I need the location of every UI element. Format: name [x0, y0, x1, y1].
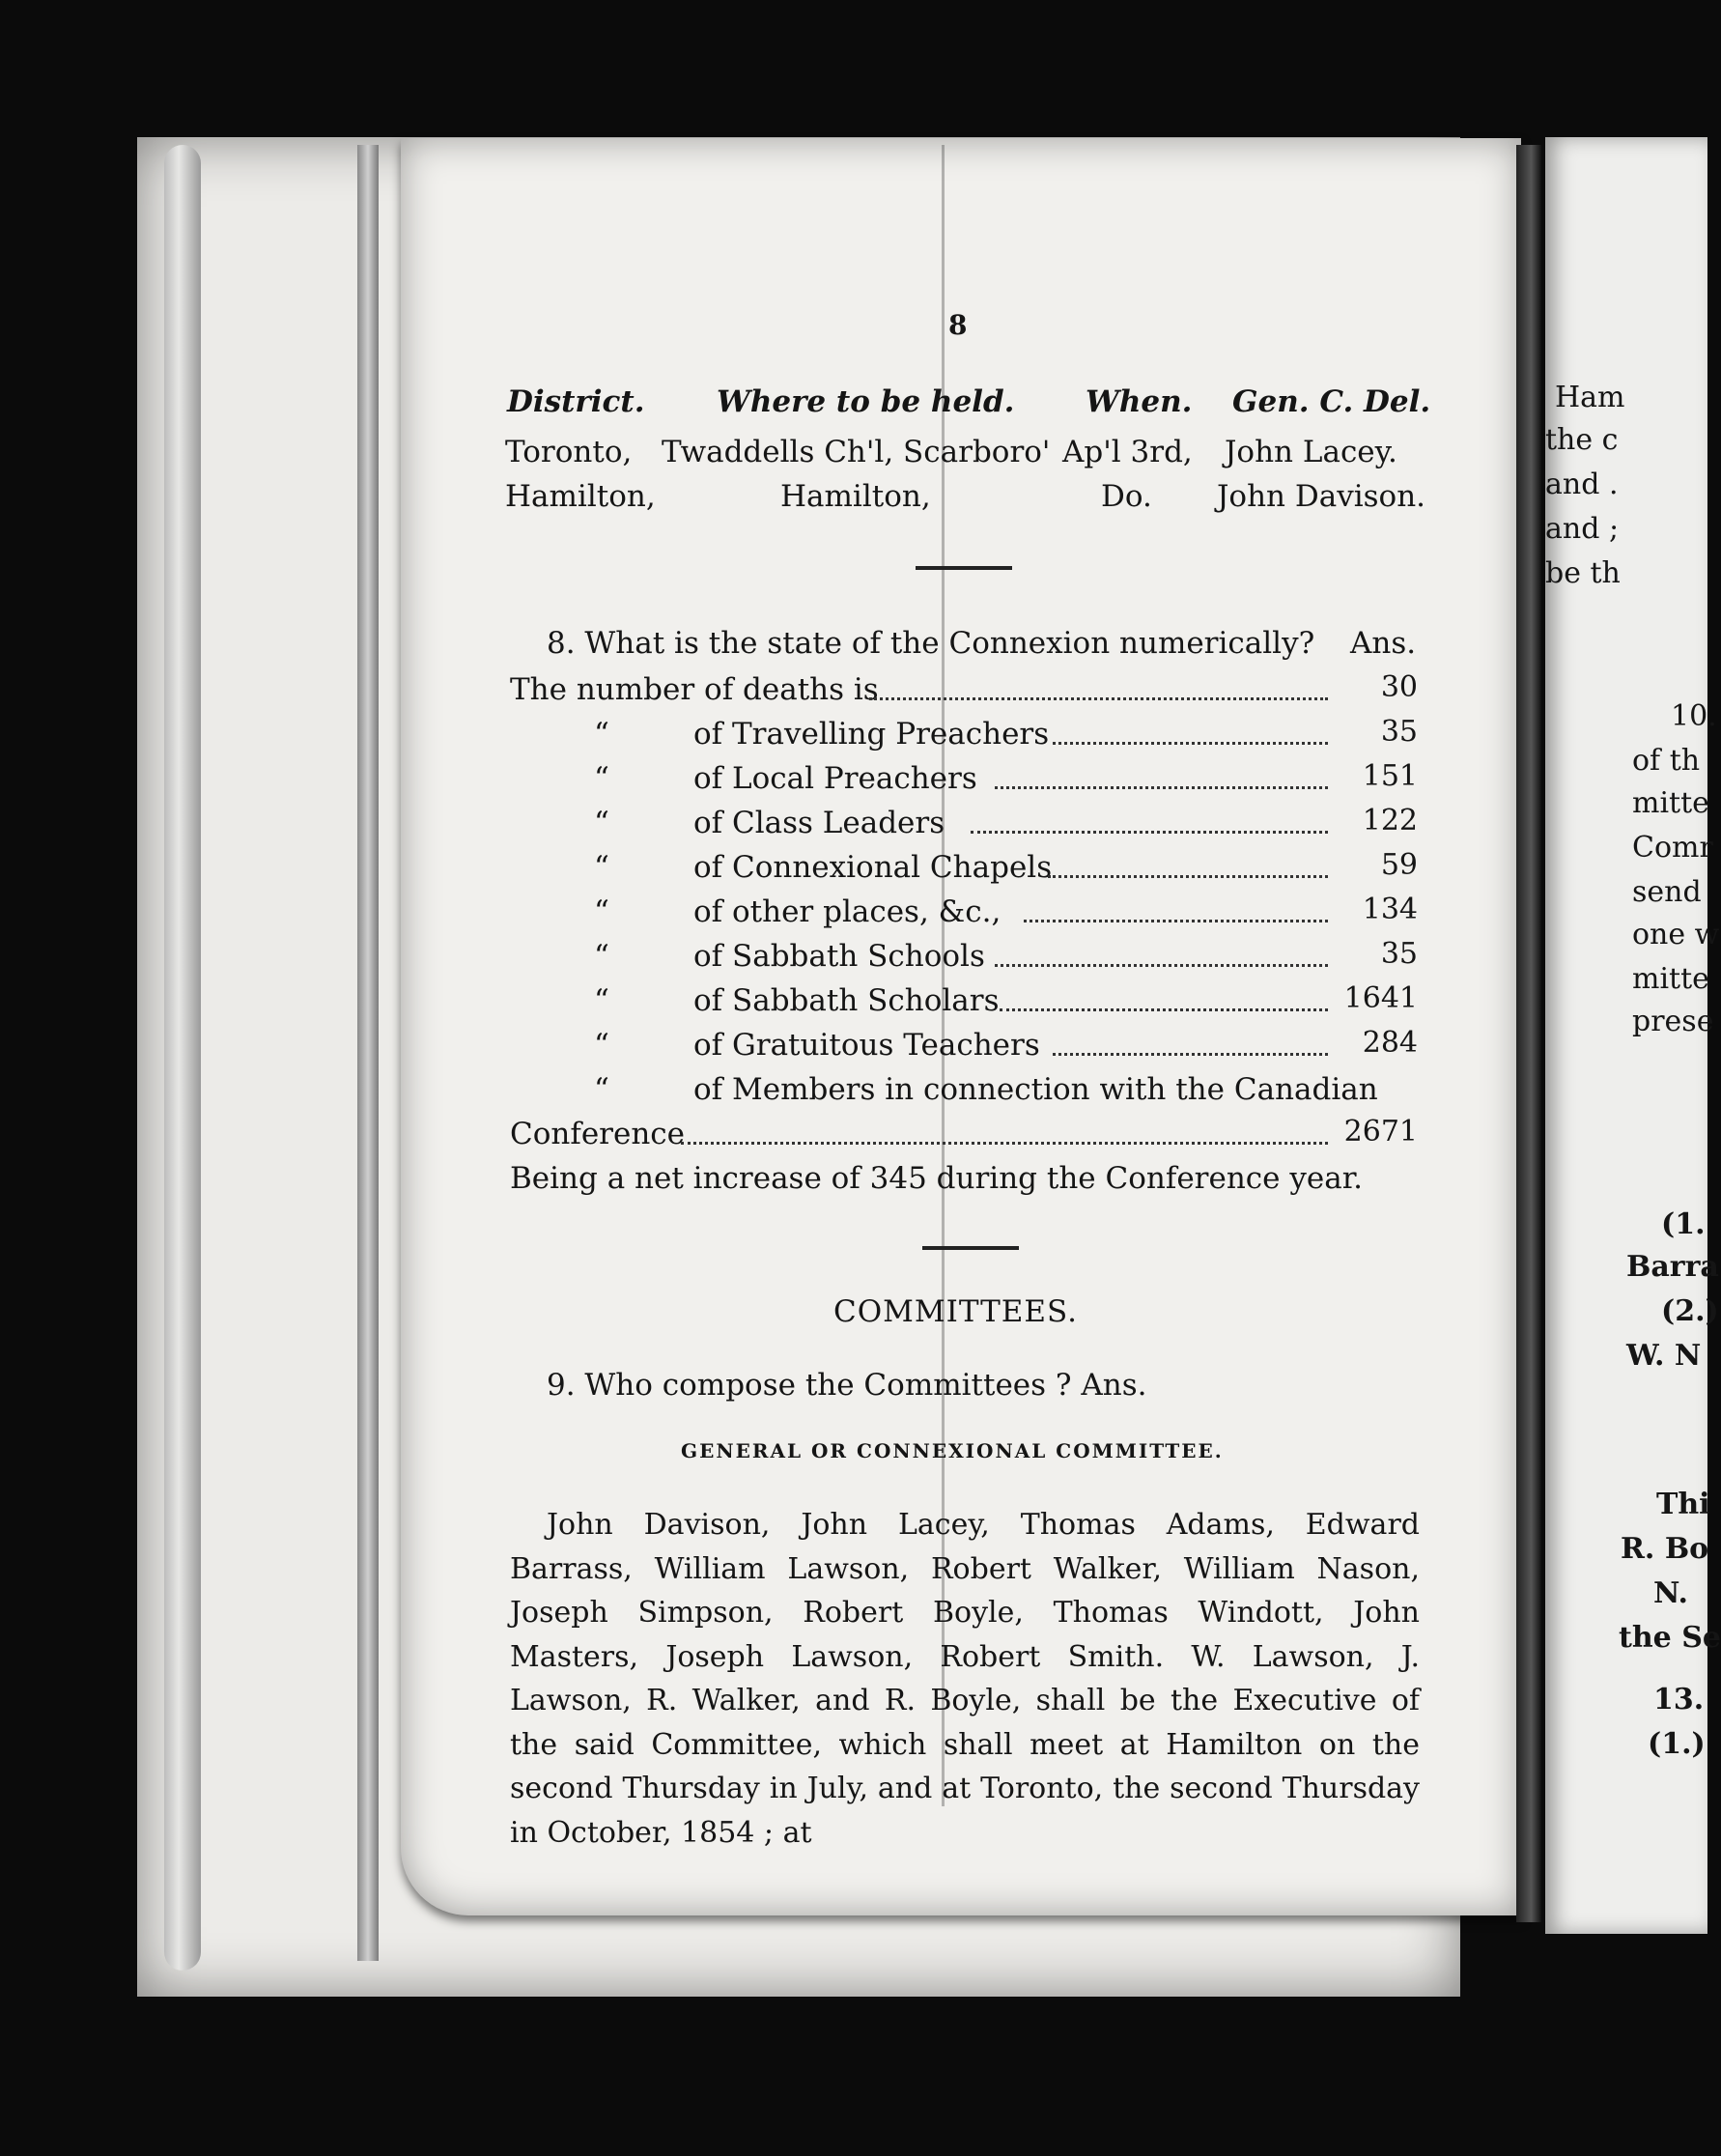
- answer-label: Ans.: [1350, 626, 1417, 661]
- stat-label: of Sabbath Schools: [693, 939, 985, 974]
- stat-value: 122: [1362, 804, 1418, 837]
- stat-label: of Sabbath Scholars: [693, 983, 1000, 1018]
- neighbor-line: R. Bo: [1621, 1532, 1709, 1566]
- stat-label: The number of deaths is: [510, 672, 879, 707]
- dot-leader: [971, 831, 1328, 834]
- committees-heading: COMMITTEES.: [833, 1294, 1079, 1329]
- dot-leader: [1053, 1053, 1328, 1056]
- row-delegate: John Davison.: [1217, 479, 1426, 514]
- row-district: Hamilton,: [505, 479, 656, 514]
- dot-leader: [1048, 875, 1328, 878]
- neighbor-page: [1545, 137, 1721, 1934]
- dot-leader: [1024, 920, 1328, 922]
- section-rule: [922, 1246, 1019, 1250]
- neighbor-line: one w: [1632, 918, 1720, 951]
- stat-value: 59: [1380, 848, 1418, 882]
- neighbor-line: 13.: [1653, 1683, 1705, 1716]
- neighbor-line: (1.): [1648, 1727, 1706, 1761]
- header-delegate: Gen. C. Del.: [1232, 384, 1431, 419]
- committee-subheading: GENERAL OR CONNEXIONAL COMMITTEE.: [681, 1439, 1224, 1462]
- page-edge-left: [164, 145, 201, 1971]
- neighbor-line: (2.): [1661, 1294, 1719, 1328]
- book-spine: [1516, 145, 1541, 1922]
- neighbor-line: 10.: [1671, 699, 1717, 733]
- page-number: 8: [948, 309, 968, 341]
- question-9: 9. Who compose the Committees ? Ans.: [547, 1368, 1147, 1403]
- neighbor-line: the Se: [1619, 1621, 1721, 1655]
- dot-leader: [869, 697, 1328, 700]
- neighbor-line: Comr: [1632, 831, 1713, 865]
- neighbor-line: of th: [1632, 744, 1701, 778]
- neighbor-line: (1.: [1661, 1207, 1706, 1241]
- neighbor-line: W. N: [1626, 1339, 1702, 1373]
- stat-label: of Gratuitous Teachers: [693, 1028, 1040, 1063]
- header-where: Where to be held.: [717, 384, 1015, 419]
- row-district: Toronto,: [505, 435, 633, 469]
- stat-label: of Connexional Chapels: [693, 850, 1053, 885]
- neighbor-line: be th: [1545, 556, 1621, 590]
- stat-label: of other places, &c.,: [693, 894, 1002, 929]
- neighbor-line: the c: [1545, 423, 1619, 457]
- neighbor-line: N.: [1653, 1576, 1688, 1610]
- header-when: When.: [1086, 384, 1193, 419]
- ditto-mark: “: [594, 939, 609, 974]
- row-when: Do.: [1101, 479, 1152, 514]
- page-edge-inner: [357, 145, 379, 1961]
- row-place: Twaddells Ch'l, Scarboro': [662, 435, 1051, 469]
- dot-leader: [1053, 742, 1328, 745]
- neighbor-line: mitte: [1632, 786, 1709, 820]
- neighbor-line: mitte: [1632, 962, 1709, 996]
- neighbor-line: prese: [1632, 1005, 1714, 1038]
- neighbor-line: and ;: [1545, 512, 1620, 546]
- stat-value: 134: [1362, 893, 1418, 926]
- stat-label: Conference: [510, 1117, 686, 1151]
- stat-value: 284: [1362, 1026, 1418, 1060]
- committee-members-paragraph: [510, 1503, 1420, 1855]
- question-8: 8. What is the state of the Connexion numerically?: [547, 626, 1315, 661]
- row-when: Ap'l 3rd,: [1062, 435, 1193, 469]
- section-rule: [916, 566, 1012, 570]
- ditto-mark: “: [594, 850, 609, 885]
- dot-leader: [1000, 1008, 1328, 1011]
- ditto-mark: “: [594, 717, 609, 752]
- stat-value: 1641: [1343, 981, 1418, 1015]
- neighbor-line: Thi: [1656, 1488, 1710, 1521]
- stat-value: 2671: [1343, 1115, 1418, 1149]
- dot-leader: [995, 786, 1328, 789]
- row-delegate: John Lacey.: [1225, 435, 1397, 469]
- stat-value: 151: [1362, 759, 1418, 793]
- neighbor-line: Barra: [1626, 1250, 1719, 1284]
- ditto-mark: “: [594, 894, 609, 929]
- dot-leader: [681, 1142, 1328, 1145]
- header-district: District.: [507, 384, 645, 419]
- stat-label: of Members in connection with the Canadian: [693, 1072, 1378, 1107]
- stat-label: of Class Leaders: [693, 806, 945, 840]
- ditto-mark: “: [594, 1072, 609, 1107]
- dot-leader: [995, 964, 1328, 967]
- ditto-mark: “: [594, 806, 609, 840]
- stat-value: 35: [1380, 937, 1418, 971]
- ditto-mark: “: [594, 1028, 609, 1063]
- ditto-mark: “: [594, 983, 609, 1018]
- stat-value: 35: [1380, 715, 1418, 749]
- increase-note: Being a net increase of 345 during the Conference year.: [510, 1161, 1363, 1196]
- ditto-mark: “: [594, 761, 609, 796]
- committee-members-text: John Davison, John Lacey, Thomas Adams, Edward Barrass, William Lawson, Robert Walker, William Nason, Joseph Simpson, Robert Boyle, Thomas Windott, John Masters, Joseph Lawson, Robert Smith. W. Lawson, J. Lawson, R. Walker, and R. Boyle, shall be the Executive of the said Committee, which shall meet at Hamilton on the second Thursday in July, and at Toronto, the second Thursday in October, 1854 ; at: [510, 1508, 1420, 1850]
- stat-label: of Local Preachers: [693, 761, 977, 796]
- neighbor-line: and .: [1545, 468, 1619, 501]
- neighbor-line: send: [1632, 875, 1702, 909]
- neighbor-line: Ham: [1555, 381, 1625, 414]
- row-place: Hamilton,: [780, 479, 931, 514]
- stat-label: of Travelling Preachers: [693, 717, 1050, 752]
- stat-value: 30: [1380, 670, 1418, 704]
